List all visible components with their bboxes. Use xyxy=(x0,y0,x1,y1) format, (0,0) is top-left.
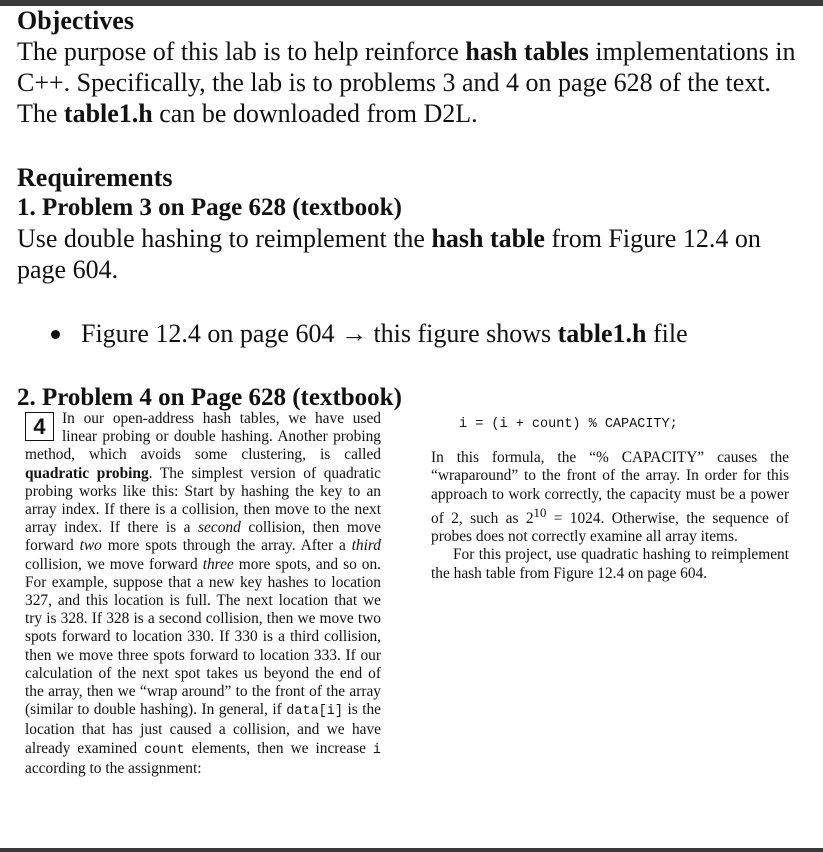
left-text-2: . The simplest version of quadratic probing works like this: Start by hashing the key to an array index. If there is a collision, then move to the next array index. If there is a xyxy=(25,464,381,537)
problem3-text-2: from Figure 12.4 on page 604. xyxy=(17,224,761,284)
left-italic-third: third xyxy=(351,537,382,555)
objectives-text-2: implementations in C++. Specifically, the lab is to problems 3 and 4 on page 628 of the text. The xyxy=(17,37,796,128)
objectives-text-3: can be downloaded from D2L. xyxy=(152,99,478,128)
left-text-1: In our open-address hash tables, we have used linear probing or double hashing. Another probing method, which avoids some clustering, is called xyxy=(25,410,381,464)
bullet-icon xyxy=(51,330,60,339)
bottom-border xyxy=(0,848,823,852)
left-text-8: elements, then we increase xyxy=(184,739,373,757)
bullet-item xyxy=(51,319,807,349)
left-text-3: collision, then move forward xyxy=(25,519,382,555)
objectives-text-1: The purpose of this lab is to help reinforce xyxy=(17,37,466,66)
left-code-data: data[i] xyxy=(286,704,343,720)
objectives-heading: Objectives xyxy=(17,6,134,35)
left-italic-second: second xyxy=(198,519,241,537)
left-text-9: according to the assignment: xyxy=(25,759,202,777)
bullet-text xyxy=(81,319,688,349)
objectives-bold-hash-tables: hash tables xyxy=(465,37,589,66)
left-text-6: more spots, and so on. For example, suppose that a new key hashes to location 327, and this location is full. The next location that we try is 328. If 328 is a second collision, then we move two spots forward to location 330. If 330 is a third collision, then we move three spots forward to location 333. If our calculation of the next spot takes us beyond the end of the array, then we “wrap around” to the front of the array (similar to double hashing). In general, if xyxy=(25,555,382,719)
problem3-title: 1. Problem 3 on Page 628 (textbook) xyxy=(17,194,402,221)
textbook-left-column xyxy=(25,410,381,778)
left-code-i: i xyxy=(372,742,381,758)
problem3-text-1: Use double hashing to reimplement the xyxy=(17,224,432,253)
right-text-1: In this formula, the “% CAPACITY” causes the “wraparound” to the front of the array. In order for this approach to work correctly, the capacity must be a power of 2, such as 2 xyxy=(431,449,789,527)
requirements-heading: Requirements xyxy=(17,163,173,192)
right-paragraph-1 xyxy=(431,449,789,546)
right-superscript: 10 xyxy=(533,505,547,520)
left-italic-three: three xyxy=(202,555,234,573)
problem-number-box: 4 xyxy=(25,412,54,441)
left-bold-quadratic: quadratic probing xyxy=(25,464,149,482)
objectives-paragraph xyxy=(17,36,807,129)
problem3-paragraph xyxy=(17,223,807,285)
left-code-count: count xyxy=(144,742,185,758)
left-text-7: is the location that has just caused a collision, and we have already examined xyxy=(25,701,382,757)
right-paragraph-2: For this project, use quadratic hashing to reimplement the hash table from Figure 12.4 on page 604. xyxy=(431,546,789,582)
bullet-text-2: file xyxy=(646,319,688,348)
objectives-bold-table1h: table1.h xyxy=(63,99,153,128)
left-italic-two: two xyxy=(79,537,102,555)
bullet-bold: table1.h xyxy=(557,319,647,348)
problem3-bold: hash table xyxy=(431,224,545,253)
document-body xyxy=(17,6,807,413)
left-text-4: more spots through the array. After a xyxy=(101,537,352,555)
problem4-title: 2. Problem 4 on Page 628 (textbook) xyxy=(17,384,402,411)
code-line: i = (i + count) % CAPACITY; xyxy=(459,417,678,432)
left-text-5: collision, we move forward xyxy=(25,555,203,573)
bullet-text-1: Figure 12.4 on page 604 → this figure shows xyxy=(81,319,558,348)
right-text-2: = 1024. Otherwise, the sequence of probes does not correctly examine all array items. xyxy=(431,509,789,546)
textbook-right-column xyxy=(431,410,789,583)
